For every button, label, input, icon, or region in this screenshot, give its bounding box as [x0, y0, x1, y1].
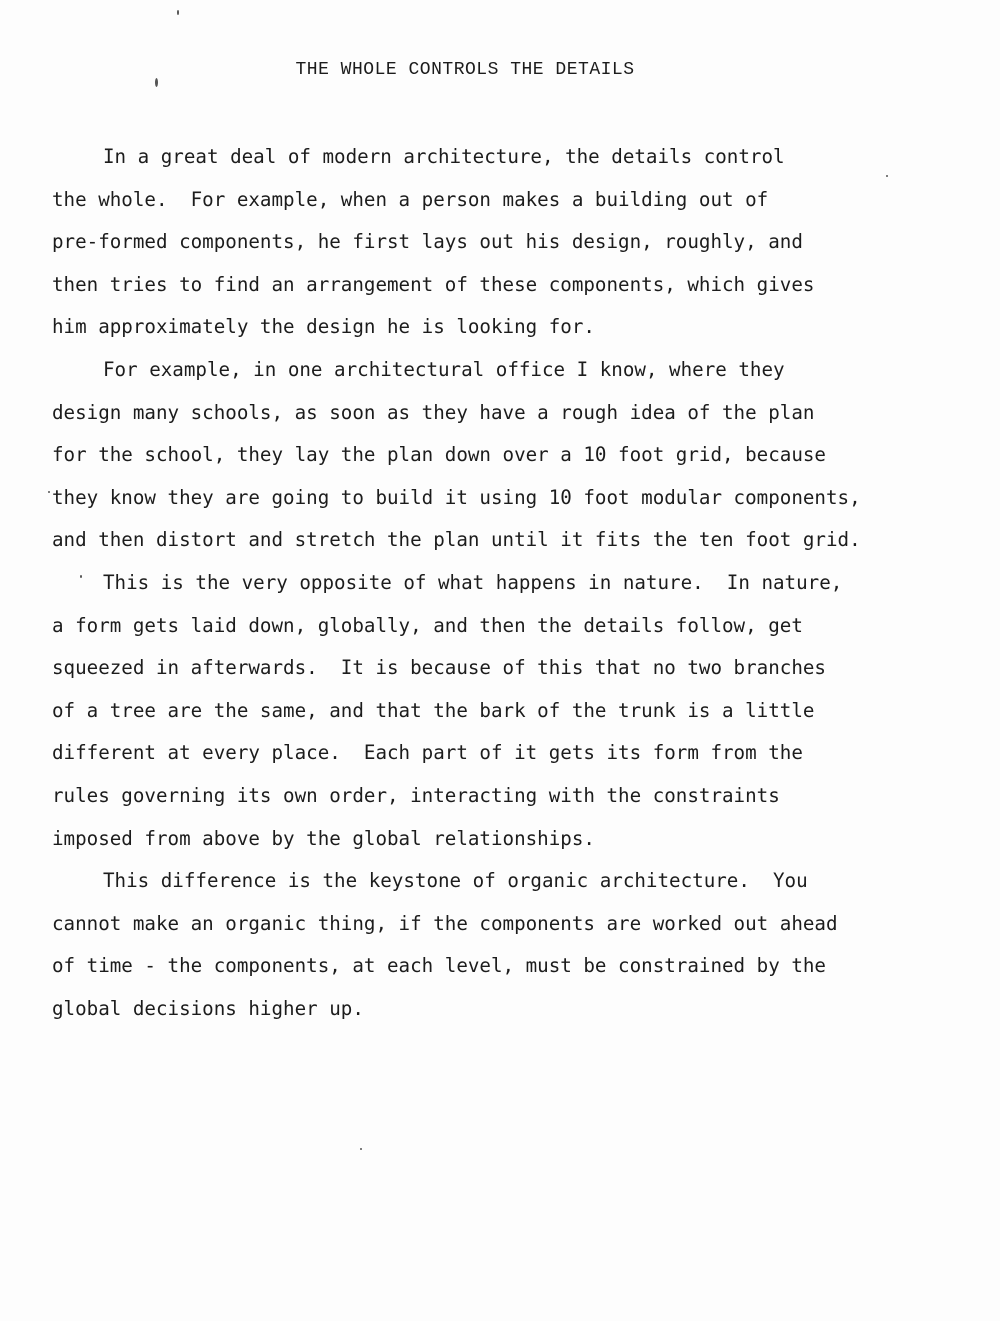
- text-line: This is the very opposite of what happens in nature. In nature,: [103, 570, 843, 594]
- text-line: the whole. For example, when a person makes a building out of: [52, 187, 769, 211]
- text-line: pre-formed components, he first lays out his design, roughly, and: [52, 230, 803, 254]
- paragraph: [52, 562, 987, 860]
- text-line: of time - the components, at each level, must be constrained by the: [52, 954, 826, 978]
- paragraph: [52, 136, 987, 349]
- text-line: and then distort and stretch the plan until it fits the ten foot grid.: [52, 528, 861, 552]
- text-line: This difference is the keystone of organic architecture. You: [103, 869, 808, 893]
- text-line: rules governing its own order, interacting with the constraints: [52, 783, 780, 807]
- scan-mark: [177, 10, 179, 15]
- text-line: For example, in one architectural office I know, where they: [103, 357, 785, 381]
- text-line: for the school, they lay the plan down over a 10 foot grid, because: [52, 443, 826, 467]
- scan-mark: [48, 491, 50, 493]
- text-line: squeezed in afterwards. It is because of this that no two branches: [52, 656, 826, 680]
- text-line: they know they are going to build it using 10 foot modular components,: [52, 485, 861, 509]
- text-line: global decisions higher up.: [52, 996, 364, 1020]
- paragraph: [52, 349, 987, 562]
- text-line: In a great deal of modern architecture, the details control: [103, 145, 785, 168]
- document-body: [52, 136, 987, 1030]
- paragraph: [52, 860, 987, 1030]
- text-line: cannot make an organic thing, if the components are worked out ahead: [52, 911, 838, 935]
- text-line: different at every place. Each part of it gets its form from the: [52, 741, 803, 765]
- scan-mark: [360, 1148, 362, 1150]
- text-line: design many schools, as soon as they have a rough idea of the plan: [52, 400, 815, 424]
- document-title: THE WHOLE CONTROLS THE DETAILS: [295, 60, 635, 80]
- text-line: of a tree are the same, and that the bark of the trunk is a little: [52, 698, 815, 722]
- text-line: imposed from above by the global relationships.: [52, 826, 595, 850]
- text-line: then tries to find an arrangement of these components, which gives: [52, 272, 815, 296]
- text-line: him approximately the design he is looking for.: [52, 315, 595, 339]
- text-line: a form gets laid down, globally, and then the details follow, get: [52, 613, 803, 637]
